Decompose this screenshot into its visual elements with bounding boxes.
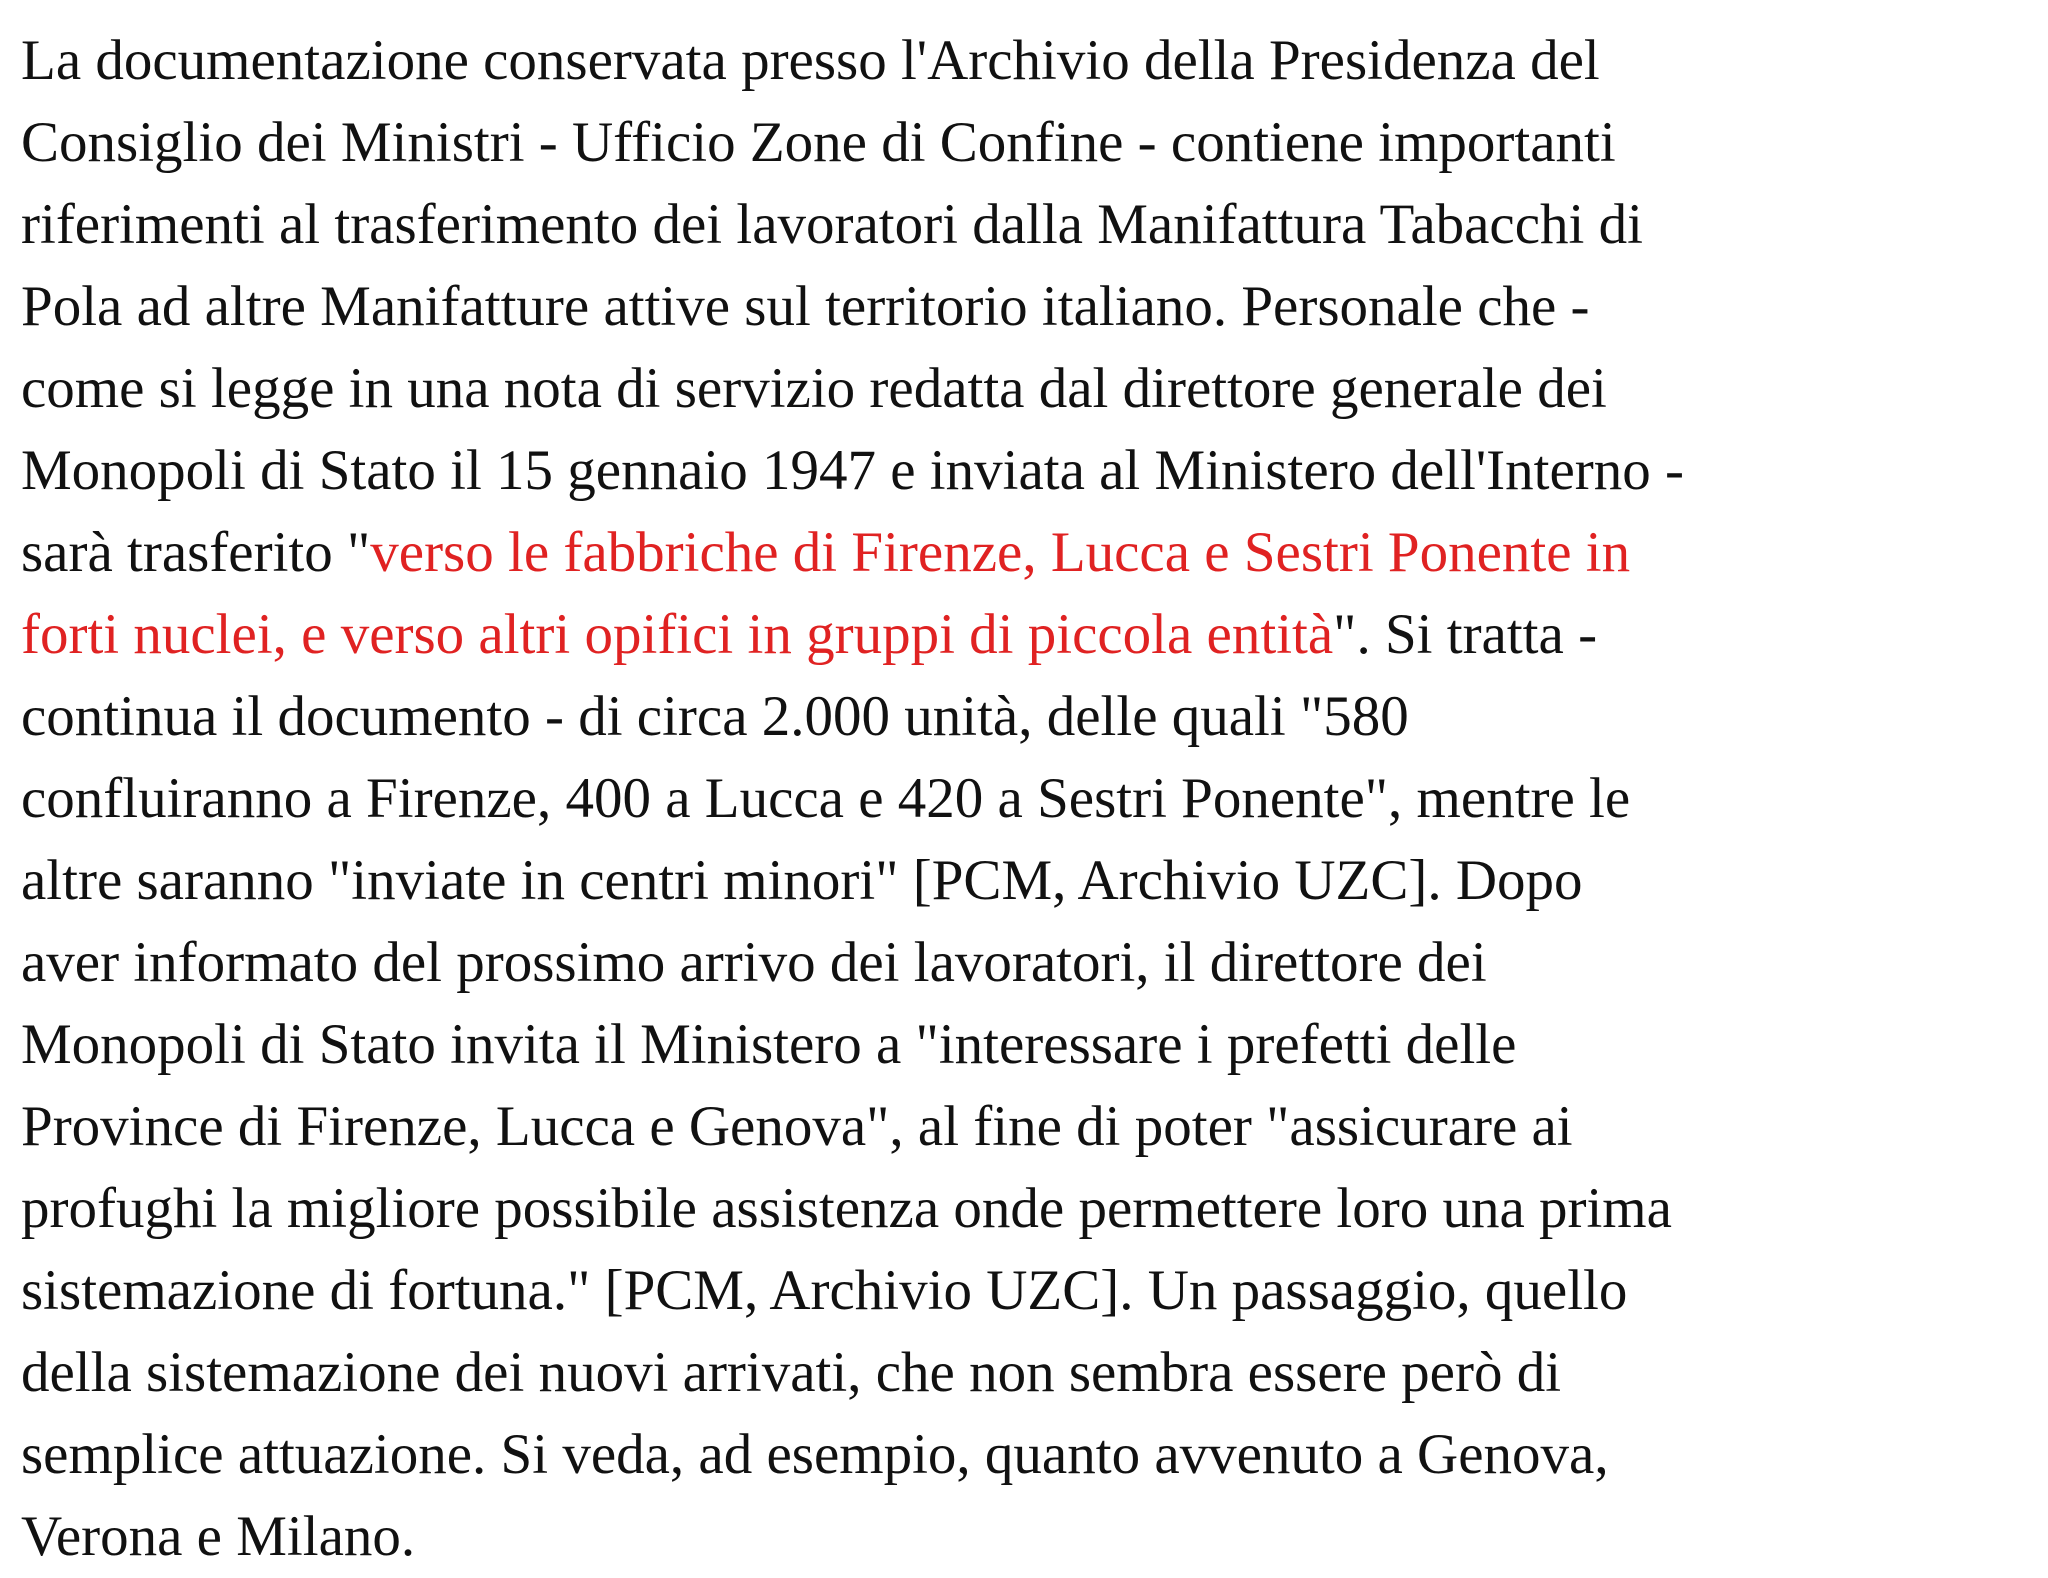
text-run: semplice attuazione. Si veda, ad esempio, quanto avvenuto a Genova, [21, 1423, 1609, 1486]
document-body-text [21, 20, 2041, 1578]
text-line [21, 594, 2041, 676]
text-run: profughi la migliore possibile assistenza onde permettere loro una prima [21, 1177, 1672, 1240]
text-line [21, 512, 2041, 594]
text-line [21, 184, 2041, 266]
text-run: confluiranno a Firenze, 400 a Lucca e 420 a Sestri Ponente", mentre le [21, 767, 1631, 830]
text-run: ". Si tratta - [1333, 603, 1598, 666]
text-line [21, 1496, 2041, 1578]
text-line [21, 102, 2041, 184]
text-run: sistemazione di fortuna." [PCM, Archivio UZC]. Un passaggio, quello [21, 1259, 1628, 1322]
highlighted-quote: verso le fabbriche di Firenze, Lucca e Sestri Ponente in [370, 521, 1631, 584]
text-run: come si legge in una nota di servizio redatta dal direttore generale dei [21, 357, 1607, 420]
text-run: riferimenti al trasferimento dei lavoratori dalla Manifattura Tabacchi di [21, 193, 1643, 256]
text-line [21, 20, 2041, 102]
text-run: Verona e Milano. [21, 1505, 416, 1568]
text-run: Pola ad altre Manifatture attive sul territorio italiano. Personale che - [21, 275, 1590, 338]
text-run: altre saranno "inviate in centri minori" [PCM, Archivio UZC]. Dopo [21, 849, 1583, 912]
text-line [21, 1332, 2041, 1414]
text-run: aver informato del prossimo arrivo dei lavoratori, il direttore dei [21, 931, 1487, 994]
text-line [21, 430, 2041, 512]
text-line [21, 1004, 2041, 1086]
text-line [21, 1168, 2041, 1250]
text-line [21, 1414, 2041, 1496]
text-line [21, 348, 2041, 430]
text-line [21, 922, 2041, 1004]
text-line [21, 266, 2041, 348]
text-run: sarà trasferito " [21, 521, 371, 584]
text-line [21, 840, 2041, 922]
text-run: Consiglio dei Ministri - Ufficio Zone di Confine - contiene importanti [21, 111, 1616, 174]
text-run: continua il documento - di circa 2.000 unità, delle quali "580 [21, 685, 1409, 748]
text-run: La documentazione conservata presso l'Archivio della Presidenza del [21, 29, 1600, 92]
text-line [21, 758, 2041, 840]
highlighted-quote: forti nuclei, e verso altri opifici in gruppi di piccola entità [21, 603, 1334, 666]
text-run: Monopoli di Stato invita il Ministero a "interessare i prefetti delle [21, 1013, 1517, 1076]
text-run: Province di Firenze, Lucca e Genova", al fine di poter "assicurare ai [21, 1095, 1573, 1158]
text-run: Monopoli di Stato il 15 gennaio 1947 e inviata al Ministero dell'Interno - [21, 439, 1684, 502]
text-line [21, 676, 2041, 758]
text-line [21, 1086, 2041, 1168]
text-line [21, 1250, 2041, 1332]
text-run: della sistemazione dei nuovi arrivati, che non sembra essere però di [21, 1341, 1562, 1404]
